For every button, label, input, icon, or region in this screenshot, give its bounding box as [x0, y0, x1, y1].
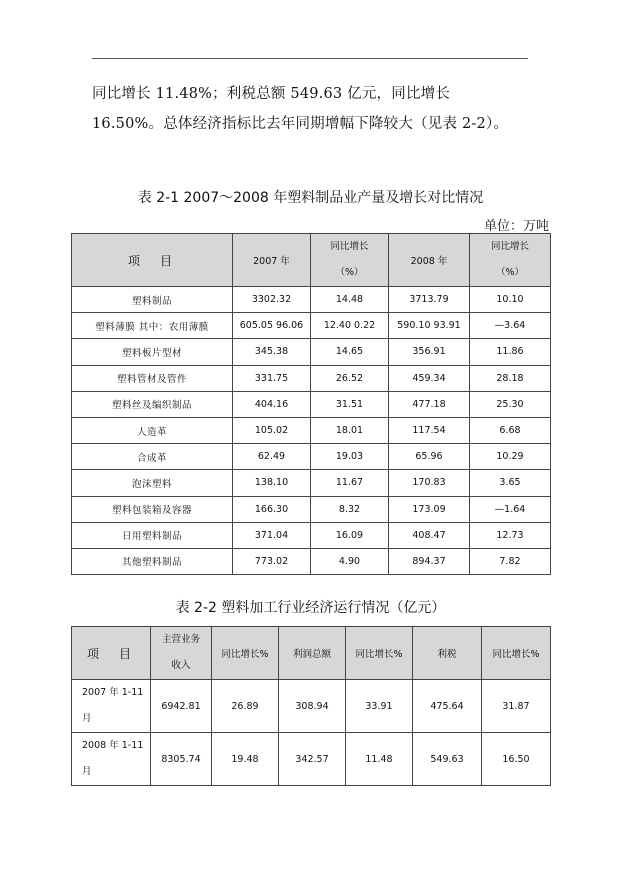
table2-cell-tax: 475.64: [413, 680, 482, 733]
table2-header-revenue-top: 主营业务: [161, 634, 200, 645]
table1-header-yoy-2007-bottom: （%）: [335, 267, 364, 278]
table1-cell-2007: 105.02: [233, 417, 311, 443]
table1-cell-2008: 477.18: [389, 391, 470, 417]
table1-cell-yoy-2007: 14.65: [311, 339, 389, 365]
paragraph-line-2: 16.50%。总体经济指标比去年同期增幅下降较大（见表 2-2）。: [92, 116, 509, 132]
table1-cell-2007: 404.16: [233, 391, 311, 417]
table-row: [72, 417, 551, 443]
table2-header-item: 项 目: [72, 627, 151, 680]
table1-cell-yoy-2007: 31.51: [311, 391, 389, 417]
table-row: [72, 365, 551, 391]
table1-cell-name: 塑料薄膜 其中：农用薄膜: [72, 313, 233, 339]
table1-cell-2007: 138.10: [233, 470, 311, 496]
table1-cell-2007: 371.04: [233, 522, 311, 548]
table1-cell-2008: 590.10 93.91: [389, 313, 470, 339]
table2-header-profit: 利润总额: [279, 627, 346, 680]
table1-header-2008: 2008 年: [389, 234, 470, 287]
table1-cell-name: 泡沫塑料: [72, 470, 233, 496]
table1-cell-2007: 331.75: [233, 365, 311, 391]
table-plastic-output: [71, 233, 551, 575]
table1-cell-2008: 173.09: [389, 496, 470, 522]
table1-cell-yoy-2007: 14.48: [311, 287, 389, 313]
table1-header-yoy-2008-top: 同比增长: [490, 241, 529, 252]
table1-cell-2007: 3302.32: [233, 287, 311, 313]
table1-cell-yoy-2007: 8.32: [311, 496, 389, 522]
table1-cell-2008: 117.54: [389, 417, 470, 443]
table1-cell-yoy-2007: 16.09: [311, 522, 389, 548]
table1-cell-yoy-2008: 28.18: [470, 365, 551, 391]
table1-cell-name: 合成革: [72, 444, 233, 470]
table-industry-economics: [71, 626, 551, 786]
table1-cell-yoy-2007: 26.52: [311, 365, 389, 391]
table-row: [72, 444, 551, 470]
table-row: [72, 522, 551, 548]
table2-cell-profit: 308.94: [279, 680, 346, 733]
table-row: [72, 313, 551, 339]
table2-header-revenue: [151, 627, 212, 680]
table2-header-revenue-bottom: 收入: [171, 660, 191, 671]
table1-cell-name: 塑料制品: [72, 287, 233, 313]
table1-unit: 单位：万吨: [483, 219, 549, 234]
table2-cell-profit-yoy: 11.48: [346, 733, 413, 786]
table1-cell-name: 塑料包装箱及容器: [72, 496, 233, 522]
table1-cell-2008: 356.91: [389, 339, 470, 365]
table2-header-revenue-yoy: 同比增长%: [212, 627, 279, 680]
table1-cell-yoy-2008: 10.10: [470, 287, 551, 313]
table1-cell-yoy-2007: 12.40 0.22: [311, 313, 389, 339]
table1-cell-name: 日用塑料制品: [72, 522, 233, 548]
table1-cell-2007: 166.30: [233, 496, 311, 522]
table1-cell-2008: 65.96: [389, 444, 470, 470]
table1-cell-name: 塑料丝及编织制品: [72, 391, 233, 417]
table1-cell-yoy-2007: 18.01: [311, 417, 389, 443]
table2-header-tax-yoy: 同比增长%: [482, 627, 551, 680]
table-row: [72, 548, 551, 574]
table1-cell-2008: 459.34: [389, 365, 470, 391]
table2-caption: 表 2-2 塑料加工行业经济运行情况（亿元）: [175, 600, 446, 616]
table2-cell-revenue-yoy: 26.89: [212, 680, 279, 733]
table1-cell-yoy-2008: 10.29: [470, 444, 551, 470]
table-row: [72, 287, 551, 313]
table1-cell-yoy-2008: —3.64: [470, 313, 551, 339]
table2-cell-revenue: 6942.81: [151, 680, 212, 733]
table1-cell-name: 人造革: [72, 417, 233, 443]
table2-cell-revenue: 8305.74: [151, 733, 212, 786]
table2-cell-tax-yoy: 31.87: [482, 680, 551, 733]
table1-cell-yoy-2008: 25.30: [470, 391, 551, 417]
table1-header-yoy-2007: [311, 234, 389, 287]
table-row: [72, 733, 551, 786]
table2-header-row: [72, 627, 551, 680]
table1-cell-name: 塑料管材及管件: [72, 365, 233, 391]
table2-cell-revenue-yoy: 19.48: [212, 733, 279, 786]
table1-caption: 表 2-1 2007～2008 年塑料制品业产量及增长对比情况: [137, 190, 484, 206]
table1-cell-yoy-2007: 19.03: [311, 444, 389, 470]
table1-header-yoy-2008: [470, 234, 551, 287]
paragraph-line-1: 同比增长 11.48%；利税总额 549.63 亿元，同比增长: [92, 86, 451, 102]
table1-cell-2007: 773.02: [233, 548, 311, 574]
table1-header-row: [72, 234, 551, 287]
table1-header-yoy-2008-bottom: （%）: [495, 267, 525, 278]
table-row: [72, 470, 551, 496]
table1-cell-2007: 345.38: [233, 339, 311, 365]
table1-cell-yoy-2008: 12.73: [470, 522, 551, 548]
table1-cell-2008: 170.83: [389, 470, 470, 496]
table-row: [72, 391, 551, 417]
table1-cell-2007: 605.05 96.06: [233, 313, 311, 339]
table2-cell-profit-yoy: 33.91: [346, 680, 413, 733]
table-row: [72, 496, 551, 522]
table2-cell-period: 2008 年 1-11 月: [72, 733, 151, 786]
table2-cell-period: 2007 年 1-11 月: [72, 680, 151, 733]
table1-cell-name: 塑料板片型材: [72, 339, 233, 365]
header-rule: [92, 58, 528, 59]
table2-cell-tax-yoy: 16.50: [482, 733, 551, 786]
table1-cell-2008: 894.37: [389, 548, 470, 574]
table-row: [72, 339, 551, 365]
table2-header-tax: 利税: [413, 627, 482, 680]
table1-cell-2008: 408.47: [389, 522, 470, 548]
table1-cell-yoy-2008: —1.64: [470, 496, 551, 522]
table1-cell-name: 其他塑料制品: [72, 548, 233, 574]
table1-cell-yoy-2008: 7.82: [470, 548, 551, 574]
table-row: [72, 680, 551, 733]
table1-cell-yoy-2008: 11.86: [470, 339, 551, 365]
table2-cell-tax: 549.63: [413, 733, 482, 786]
table1-header-2007: 2007 年: [233, 234, 311, 287]
table2-cell-profit: 342.57: [279, 733, 346, 786]
table1-cell-yoy-2007: 4.90: [311, 548, 389, 574]
table1-cell-yoy-2008: 3.65: [470, 470, 551, 496]
table1-cell-2007: 62.49: [233, 444, 311, 470]
table1-header-yoy-2007-top: 同比增长: [330, 241, 369, 252]
table1-cell-2008: 3713.79: [389, 287, 470, 313]
table1-cell-yoy-2007: 11.67: [311, 470, 389, 496]
table2-header-profit-yoy: 同比增长%: [346, 627, 413, 680]
table1-cell-yoy-2008: 6.68: [470, 417, 551, 443]
table1-header-item: 项 目: [72, 234, 233, 287]
